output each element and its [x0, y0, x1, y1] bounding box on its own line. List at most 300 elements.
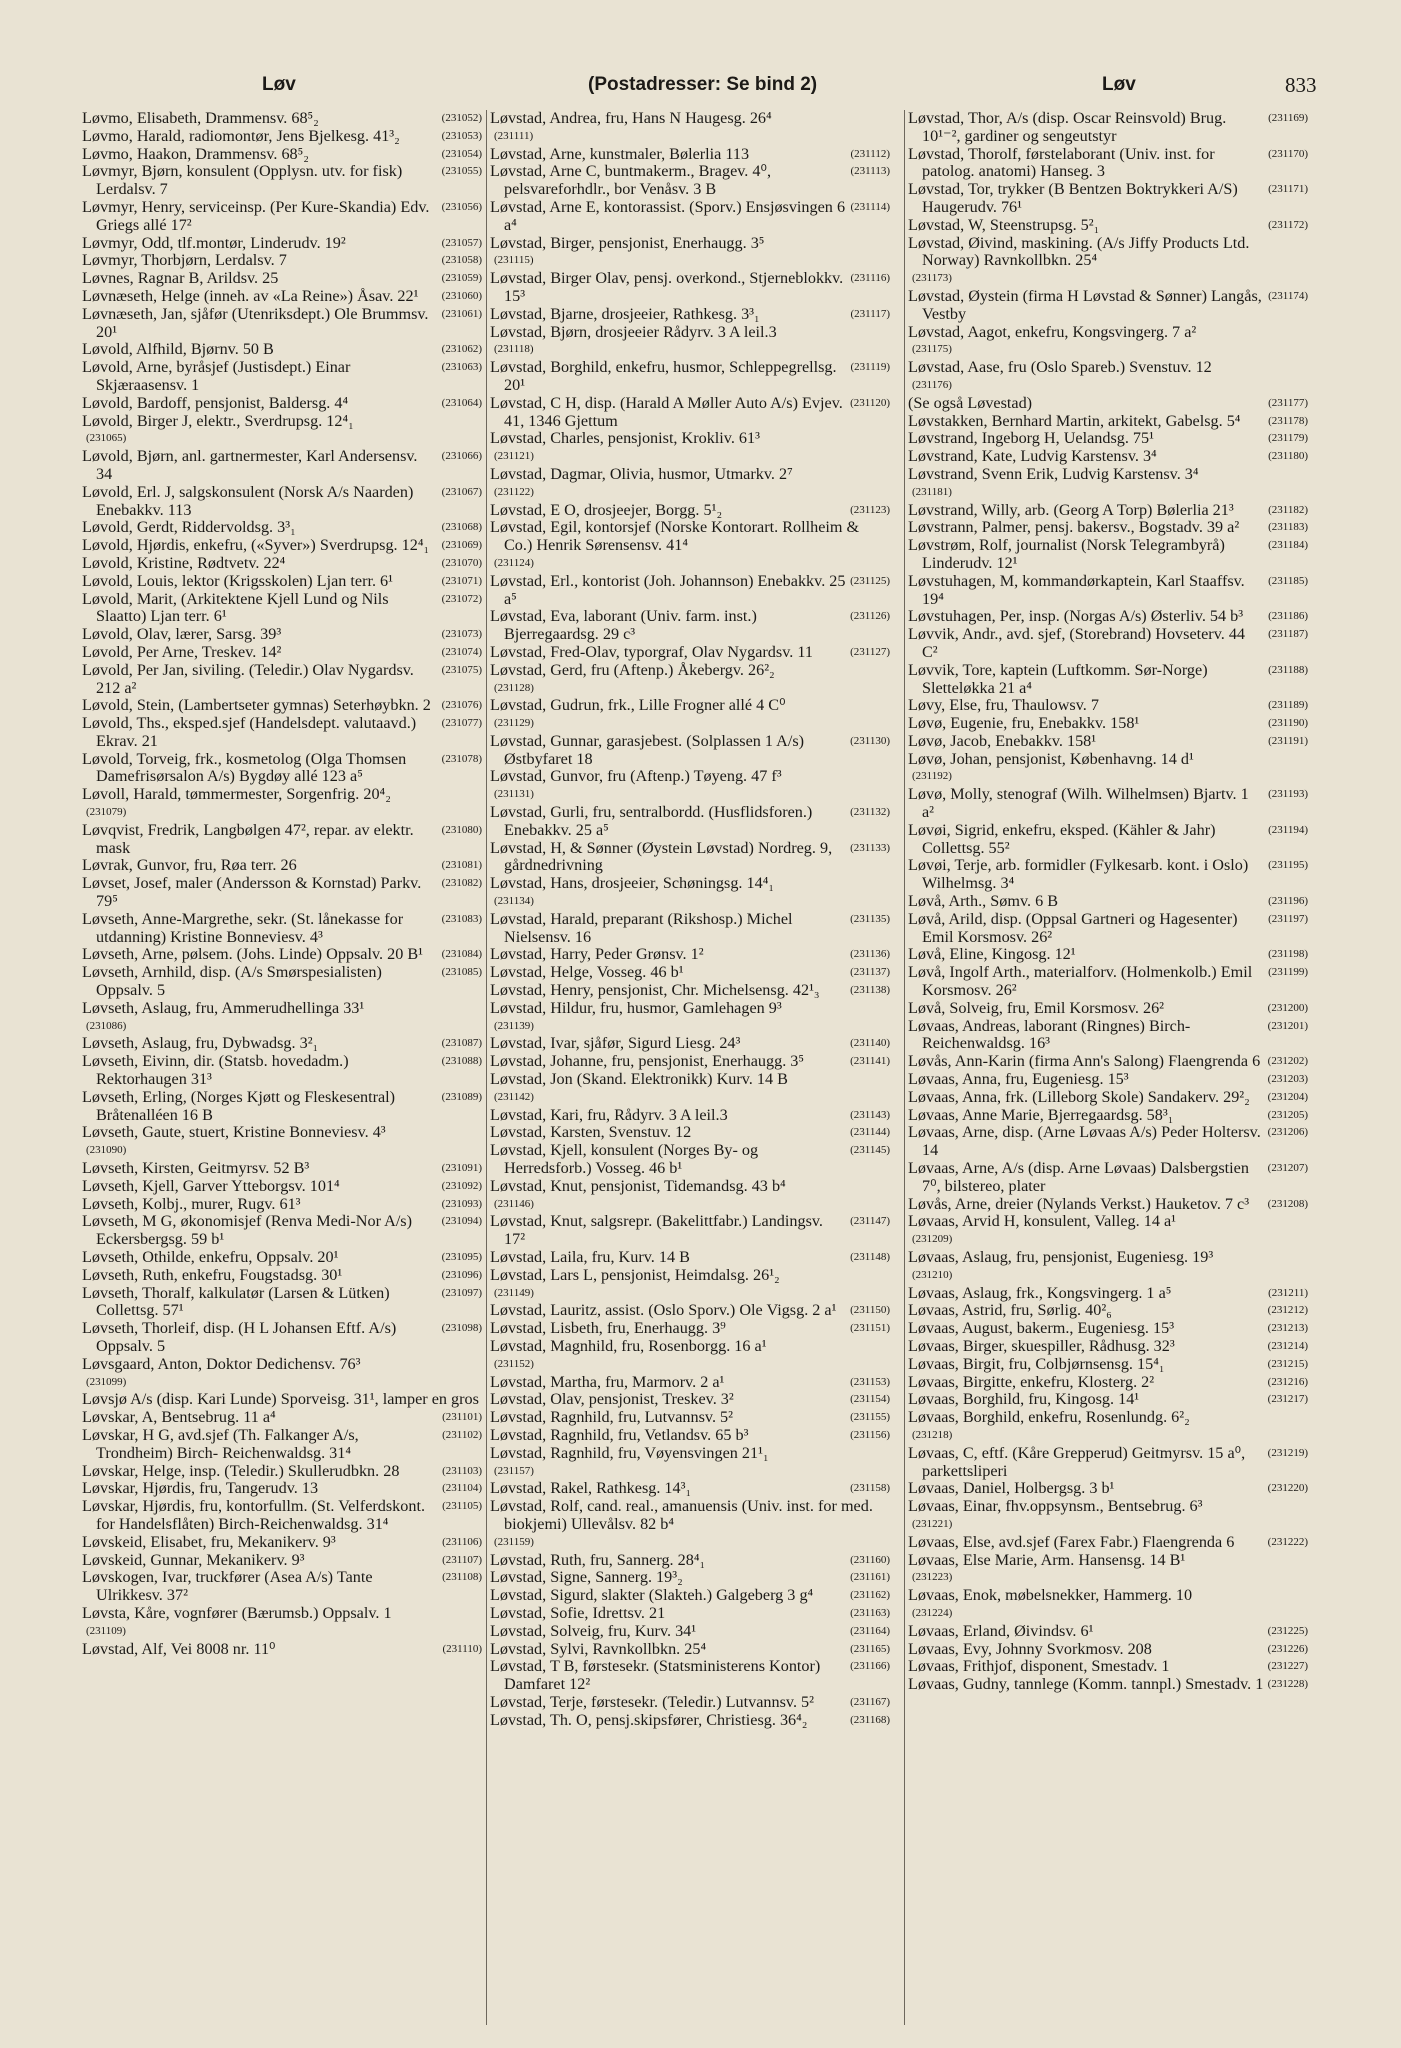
phone-number: (231203): [1267, 1073, 1308, 1086]
listing-text: Løvaas, Andreas, laborant (Ringnes) Birch-Reichenwaldsg. 16³: [908, 1016, 1191, 1053]
listing-text: Løvaas, Else Marie, Arm. Hansensg. 14 B¹: [908, 1550, 1186, 1569]
listing-entry: [82, 1427, 482, 1463]
phone-number: (231070): [441, 556, 482, 569]
listing-entry: [490, 235, 890, 271]
phone-number: (231163): [850, 1606, 890, 1619]
phone-number: (231185): [1268, 574, 1308, 587]
phone-number: (231062): [441, 343, 482, 356]
phone-number: (231096): [441, 1268, 482, 1281]
listing-entry: [82, 786, 482, 822]
phone-number: (231151): [850, 1322, 890, 1335]
phone-number: (231193): [1268, 788, 1308, 801]
phone-number: (231143): [850, 1108, 890, 1121]
listing-text: Løvmyr, Henry, serviceinsp. (Per Kure-Skandia) Edv. Griegs allé 17²: [82, 197, 430, 234]
listing-entry: [490, 1142, 890, 1178]
listing-entry: [82, 1267, 482, 1285]
listing-text: Løvstad, Gudrun, frk., Lille Frogner allé 4 C⁰: [490, 696, 786, 715]
phone-number: (231197): [1268, 912, 1308, 925]
phone-number: (231205): [1267, 1108, 1308, 1121]
listing-text: Løvå, Arth., Sømv. 6 B: [908, 892, 1059, 911]
listing-text: Løvskar, Helge, insp. (Teledir.) Skullerudbkn. 28: [82, 1461, 400, 1480]
listing-entry: [908, 1356, 1308, 1374]
phone-number: (231127): [850, 645, 890, 658]
listing-entry: [908, 235, 1308, 288]
listing-entry: [908, 946, 1308, 964]
listing-text: Løvaas, Arne, A/s (disp. Arne Løvaas) Dalsbergstien 7⁰, bilstereo, plater: [908, 1159, 1249, 1195]
listing-text: Løvstad, Charles, pensjonist, Krokliv. 61³: [490, 429, 760, 448]
listing-entry: [82, 822, 482, 858]
listing-text: Løvseth, Gaute, stuert, Kristine Bonneviesv. 4³: [82, 1123, 386, 1142]
phone-number: (231079): [86, 806, 127, 819]
phone-number: (231056): [441, 200, 482, 213]
phone-number: (231077): [441, 717, 482, 730]
listing-entry: [908, 733, 1308, 751]
phone-number: (231063): [441, 361, 482, 374]
listing-entry: [908, 1071, 1308, 1089]
phone-number: (231167): [850, 1695, 890, 1708]
listing-entry: [82, 128, 482, 146]
listing-entry: [490, 1053, 890, 1071]
phone-number: (231092): [441, 1179, 482, 1192]
phone-number: (231108): [442, 1571, 482, 1584]
phone-number: (231109): [86, 1624, 126, 1637]
listing-text: Løvaas, Gudny, tannlege (Komm. tannpl.) Smestadv. 1: [908, 1675, 1264, 1694]
phone-number: (231074): [441, 645, 482, 658]
listing-entry: [908, 502, 1308, 520]
phone-number: (231053): [441, 129, 482, 142]
header-right-keyword: Løv: [1102, 74, 1136, 95]
phone-number: (231132): [850, 806, 890, 819]
listing-entry: [82, 857, 482, 875]
listing-text: Løvstad, Borghild, enkefru, husmor, Schleppegrellsg. 20¹: [490, 358, 837, 394]
phone-number: (231144): [850, 1126, 890, 1139]
listing-text: Løvnæseth, Jan, sjåfør (Utenriksdept.) Ole Brummsv. 20¹: [82, 304, 429, 341]
phone-number: (231186): [1268, 610, 1308, 623]
listing-text: Løvås, Arne, dreier (Nylands Verkst.) Hauketov. 7 c³: [908, 1194, 1250, 1213]
phone-number: (231224): [912, 1606, 953, 1619]
phone-number: (231199): [1268, 966, 1308, 979]
listing-entry: [490, 146, 890, 164]
phone-number: (231088): [441, 1055, 482, 1068]
listing-entry: [908, 1552, 1308, 1588]
listing-text: Løvaas, Arvid H, konsulent, Valleg. 14 a¹: [908, 1212, 1177, 1231]
phone-number: (231066): [441, 450, 482, 463]
phone-number: (231161): [850, 1571, 890, 1584]
listing-entry: [908, 1302, 1308, 1320]
listing-text: Løvstad, Bjarne, drosjeeier, Rathkesg. 3³₁: [490, 304, 760, 323]
listing-entry: [490, 163, 890, 199]
listing-text: Løvold, Olav, lærer, Sarsg. 39³: [82, 625, 282, 644]
phone-number: (231209): [912, 1233, 953, 1246]
listing-text: Løvaas, Daniel, Holbergsg. 3 b¹: [908, 1479, 1115, 1498]
listing-entry: [490, 1658, 890, 1694]
listing-entry: [908, 1018, 1308, 1054]
listing-entry: [490, 1587, 890, 1605]
listing-entry: [82, 1035, 482, 1053]
listing-text: Løvaas, Erland, Øivindsv. 6¹: [908, 1621, 1094, 1640]
listing-entry: [908, 466, 1308, 502]
listing-text: Løvstad, Egil, kontorsjef (Norske Kontorart. Rollheim & Co.) Henrik Sørensensv. 41⁴: [490, 518, 860, 555]
listing-text: Løvstad, Olav, pensjonist, Treskev. 3²: [490, 1390, 734, 1409]
listing-text: Løvstad, C H, disp. (Harald A Møller Auto A/s) Evjev. 41, 1346 Gjettum: [490, 393, 843, 430]
listing-entry: [908, 1587, 1308, 1623]
listing-entry: [490, 395, 890, 431]
listing-text: Løvstad, Solveig, fru, Kurv. 34¹: [490, 1621, 697, 1640]
listing-text: Løvaas, Else, avd.sjef (Farex Fabr.) Flaengrenda 6: [908, 1532, 1235, 1551]
listing-entry: [82, 875, 482, 911]
phone-number: (231170): [1268, 147, 1308, 160]
phone-number: (231080): [441, 823, 482, 836]
phone-number: (231145): [850, 1144, 890, 1157]
listing-entry: [908, 911, 1308, 947]
phone-number: (231102): [442, 1428, 482, 1441]
listing-text: Løvstad, Øivind, maskining. (A/s Jiffy Products Ltd. Norway) Ravnkollbkn. 25⁴: [908, 233, 1250, 270]
listing-entry: [908, 1160, 1308, 1196]
listing-entry: [82, 1552, 482, 1570]
listing-text: Løvstad, Knut, pensjonist, Tidemandsg. 43 b⁴: [490, 1176, 786, 1195]
listing-entry: [82, 573, 482, 591]
phone-number: (231139): [494, 1019, 534, 1032]
listing-text: Løvå, Arild, disp. (Oppsal Gartneri og Hagesenter) Emil Korsmosv. 26²: [908, 909, 1238, 946]
listing-text: Løvøi, Terje, arb. formidler (Fylkesarb. kont. i Oslo) Wilhelmsg. 3⁴: [908, 856, 1249, 893]
phone-number: (231179): [1268, 432, 1308, 445]
listing-entry: [908, 217, 1308, 235]
listing-entry: [908, 893, 1308, 911]
listing-entry: [82, 1249, 482, 1267]
phone-number: (231101): [442, 1411, 482, 1424]
listing-entry: [908, 1124, 1308, 1160]
phone-number: (231220): [1267, 1482, 1308, 1495]
phone-number: (231155): [850, 1411, 890, 1424]
phone-number: (231131): [494, 788, 534, 801]
listing-entry: [82, 413, 482, 449]
column-divider: [904, 110, 905, 2025]
listing-text: Løvstad, Knut, salgsrepr. (Bakelittfabr.) Landingsv. 17²: [490, 1212, 823, 1249]
phone-number: (231177): [1268, 396, 1308, 409]
listing-text: Løvaas, Borghild, enkefru, Rosenlundg. 6²₂: [908, 1408, 1190, 1427]
phone-number: (231162): [850, 1589, 890, 1602]
listing-text: Løvmyr, Thorbjørn, Lerdalsv. 7: [82, 251, 287, 270]
listing-entry: [908, 1285, 1308, 1303]
listing-entry: [908, 110, 1308, 146]
listing-entry: [82, 1089, 482, 1125]
listing-text: Løvstad, Arne C, buntmakerm., Bragev. 4⁰, pelsvareforhdlr., bor Venåsv. 3 B: [490, 162, 772, 199]
phone-number: (231210): [912, 1268, 953, 1281]
listing-entry: [490, 1641, 890, 1659]
listing-text: Løvstad, W, Steenstrupsg. 5²₁: [908, 215, 1100, 234]
phone-number: (231198): [1268, 948, 1308, 961]
phone-number: (231133): [850, 841, 890, 854]
listing-text: Løvstad, Erl., kontorist (Joh. Johannson) Enebakkv. 25 a⁵: [490, 571, 846, 608]
phone-number: (231071): [441, 574, 482, 587]
listing-text: Løvstad, Harry, Peder Grønsv. 1²: [490, 945, 704, 964]
listing-text: Løvstad, Th. O, pensj.skipsfører, Christiesg. 36⁴₂: [490, 1710, 808, 1729]
listing-entry: [490, 1605, 890, 1623]
phone-number: (231211): [1268, 1286, 1308, 1299]
phone-number: (231086): [86, 1019, 127, 1032]
listing-text: Løvseth, Thoralf, kalkulatør (Larsen & Lütken) Collettsg. 57¹: [82, 1283, 390, 1320]
listing-entry: [82, 964, 482, 1000]
listing-entry: [490, 1569, 890, 1587]
phone-number: (231118): [494, 343, 534, 356]
listing-entry: [908, 964, 1308, 1000]
phone-number: (231130): [850, 734, 890, 747]
listing-entry: [490, 1338, 890, 1374]
phone-number: (231081): [441, 859, 482, 872]
listing-entry: [490, 875, 890, 911]
listing-text: Løvstad, Dagmar, Olivia, husmor, Utmarkv. 2⁷: [490, 464, 793, 483]
listing-text: Løvaas, Borghild, fru, Kingosg. 14¹: [908, 1390, 1140, 1409]
listing-text: Løvstad, Gunvor, fru (Aftenp.) Tøyeng. 47 f³: [490, 767, 782, 786]
phone-number: (231060): [441, 289, 482, 302]
listing-entry: [908, 1338, 1308, 1356]
listing-entry: [82, 1124, 482, 1160]
phone-number: (231174): [1268, 289, 1308, 302]
phone-number: (231166): [850, 1660, 890, 1673]
listing-text: Løvstad, Sylvi, Ravnkollbkn. 25⁴: [490, 1639, 707, 1658]
listing-entry: [908, 181, 1308, 217]
listing-text: Løvø, Johan, pensjonist, Københavng. 14 d¹: [908, 749, 1194, 768]
listing-entry: [490, 964, 890, 982]
phone-number: (231135): [850, 912, 890, 925]
phone-number: (231164): [850, 1624, 890, 1637]
phone-number: (231214): [1267, 1339, 1308, 1352]
phone-number: (231208): [1267, 1197, 1308, 1210]
listing-text: Løvseth, Kirsten, Geitmyrsv. 52 B³: [82, 1159, 310, 1178]
listing-text: Løvaas, Enok, møbelsnekker, Hammerg. 10: [908, 1586, 1193, 1605]
phone-number: (231117): [850, 307, 890, 320]
phone-number: (231207): [1267, 1162, 1308, 1175]
listing-text: Løvold, Marit, (Arkitektene Kjell Lund og Nils Slaatto) Ljan terr. 6¹: [82, 589, 389, 626]
phone-number: (231156): [850, 1428, 890, 1441]
phone-number: (231202): [1267, 1055, 1308, 1068]
listing-entry: [490, 324, 890, 360]
listing-text: Løvold, Arne, byråsjef (Justisdept.) Einar Skjæraasensv. 1: [82, 358, 351, 394]
listing-entry: [908, 1409, 1308, 1445]
listing-entry: [908, 1107, 1308, 1125]
phone-number: (231215): [1267, 1357, 1308, 1370]
phone-number: (231160): [850, 1553, 890, 1566]
listing-text: Løvå, Solveig, fru, Emil Korsmosv. 26²: [908, 998, 1165, 1017]
listing-text: Løvstad, Harald, preparant (Rikshosp.) Michel Nielsensv. 16: [490, 909, 793, 946]
listing-columns: [82, 110, 1322, 2030]
phone-number: (231110): [442, 1642, 482, 1655]
listing-text: Løvstad, Arne E, kontorassist. (Sporv.) Ensjøsvingen 6 a⁴: [490, 197, 846, 234]
listing-text: Løvmo, Elisabeth, Drammensv. 68⁵₂: [82, 110, 319, 127]
listing-text: Løvstad, Aase, fru (Oslo Spareb.) Svenstuv. 12: [908, 358, 1212, 377]
phone-number: (231169): [1268, 112, 1308, 124]
listing-entry: [490, 1427, 890, 1445]
listing-entry: [490, 1712, 890, 1730]
listing-entry: [82, 1160, 482, 1178]
listing-entry: [490, 199, 890, 235]
listing-entry: [490, 911, 890, 947]
listing-text: Løvmo, Haakon, Drammensv. 68⁵₂: [82, 144, 309, 163]
phone-number: (231125): [850, 574, 890, 587]
listing-text: Løvstad, Terje, førstesekr. (Teledir.) Lutvannsv. 5²: [490, 1692, 814, 1711]
phone-number: (231078): [441, 752, 482, 765]
listing-text: Løvstad, Birger Olav, pensj. overkond., Stjerneblokkv. 15³: [490, 269, 844, 305]
listing-entry: [82, 146, 482, 164]
listing-entry: [490, 1107, 890, 1125]
phone-number: (231120): [850, 396, 890, 409]
listing-entry: [82, 644, 482, 662]
listing-entry: [82, 1534, 482, 1552]
phone-number: (231075): [441, 663, 482, 676]
phone-number: (231152): [494, 1357, 534, 1370]
listing-entry: [490, 1498, 890, 1551]
phone-number: (231114): [850, 200, 890, 213]
listing-text: Løvstad, E O, drosjeejer, Borgg. 5¹₂: [490, 500, 723, 519]
listing-column-3: [908, 110, 1308, 2025]
listing-entry: [82, 1605, 482, 1641]
listing-text: Løvstad, Thor, A/s (disp. Oscar Reinsvold) Brug. 10¹⁻², gardiner og sengeutstyr: [908, 110, 1227, 145]
phone-number: (231201): [1267, 1019, 1308, 1032]
listing-entry: [82, 537, 482, 555]
listing-text: Løvstad, Lisbeth, fru, Enerhaugg. 3⁹: [490, 1319, 726, 1338]
phone-number: (231069): [441, 539, 482, 552]
listing-entry: [82, 1641, 482, 1659]
phone-number: (231227): [1267, 1660, 1308, 1673]
listing-text: Løvstad, Øystein (firma H Løvstad & Sønner) Langås, Vestby: [908, 286, 1262, 323]
listing-entry: [908, 1249, 1308, 1285]
listing-text: Løvold, Bardoff, pensjonist, Baldersg. 4⁴: [82, 393, 349, 412]
listing-entry: [490, 466, 890, 502]
listing-text: Løvold, Bjørn, anl. gartnermester, Karl Andersensv. 34: [82, 447, 418, 483]
listing-text: Løvstrand, Kate, Ludvig Karstensv. 3⁴: [908, 447, 1157, 466]
phone-number: (231057): [441, 236, 482, 249]
listing-entry: [82, 1213, 482, 1249]
listing-entry: [82, 946, 482, 964]
listing-entry: [908, 822, 1308, 858]
listing-entry: [490, 946, 890, 964]
listing-entry: [82, 110, 482, 128]
phone-number: (231213): [1267, 1322, 1308, 1335]
listing-entry: [908, 1053, 1308, 1071]
phone-number: (231147): [850, 1215, 890, 1228]
listing-text: Løvmyr, Odd, tlf.montør, Linderudv. 19²: [82, 233, 346, 252]
listing-entry: [908, 1658, 1308, 1676]
listing-entry: [908, 751, 1308, 787]
listing-text: Løvstrand, Willy, arb. (Georg A Torp) Bølerlia 21³: [908, 500, 1234, 519]
phone-number: (231098): [441, 1322, 482, 1335]
phone-number: (231212): [1267, 1304, 1308, 1317]
listing-text: Løvold, Gerdt, Riddervoldsg. 3³₁: [82, 518, 296, 537]
listing-entry: [490, 1124, 890, 1142]
listing-text: Løvøi, Sigrid, enkefru, eksped. (Kähler & Jahr) Collettsg. 55²: [908, 820, 1216, 857]
listing-text: Løvø, Eugenie, fru, Enebakkv. 158¹: [908, 714, 1140, 733]
listing-text: Løvstad, Ivar, sjåfør, Sigurd Liesg. 24³: [490, 1034, 741, 1053]
column-divider: [486, 110, 487, 2025]
listing-text: Løvaas, Anne Marie, Bjerregaardsg. 58³₁: [908, 1105, 1174, 1124]
phone-number: (231206): [1267, 1126, 1308, 1139]
listing-text: Løvqvist, Fredrik, Langbølgen 47², repar. av elektr. mask: [82, 820, 414, 857]
listing-text: Løvå, Eline, Kingosg. 12¹: [908, 945, 1076, 964]
phone-number: (231194): [1268, 823, 1308, 836]
listing-text: Løvstad, Thorolf, førstelaborant (Univ. inst. for patolog. anatomi) Hanseg. 3: [908, 144, 1215, 181]
phone-number: (231153): [850, 1375, 890, 1388]
phone-number: (231073): [441, 628, 482, 641]
listing-entry: [490, 270, 890, 306]
listing-entry: [908, 1498, 1308, 1534]
listing-entry: [908, 715, 1308, 733]
phone-number: (231076): [441, 699, 482, 712]
listing-text: Løvskogen, Ivar, truckfører (Asea A/s) Tante Ulrikkesv. 37²: [82, 1568, 373, 1605]
phone-number: (231058): [441, 254, 482, 267]
listing-text: Løvaas, Anna, fru, Eugeniesg. 15³: [908, 1070, 1129, 1089]
listing-entry: [82, 1196, 482, 1214]
listing-entry: [82, 519, 482, 537]
listing-text: Løvstad, Gerd, fru (Aftenp.) Åkebergv. 26²₂: [490, 660, 775, 679]
listing-text: Løvstad, Laila, fru, Kurv. 14 B: [490, 1248, 690, 1266]
listing-entry: [82, 1053, 482, 1089]
listing-entry: [82, 448, 482, 484]
phone-number: (231180): [1268, 450, 1308, 463]
listing-entry: [490, 1302, 890, 1320]
listing-text: Løvaas, Arne, disp. (Arne Løvaas A/s) Peder Holtersv. 14: [908, 1123, 1261, 1160]
phone-number: (231182): [1268, 503, 1308, 516]
phone-number: (231223): [912, 1571, 953, 1584]
listing-entry: [82, 395, 482, 413]
listing-entry: [82, 1409, 482, 1427]
listing-text: Løvstad, Kari, fru, Rådyrv. 3 A leil.3: [490, 1105, 728, 1124]
listing-text: Løvstad, Alf, Vei 8008 nr. 11⁰: [82, 1639, 276, 1658]
phone-number: (231091): [441, 1162, 482, 1175]
phone-number: (231105): [442, 1500, 482, 1513]
phone-number: (231172): [1268, 218, 1308, 231]
listing-entry: [82, 1480, 482, 1498]
listing-text: Løvø, Jacob, Enebakkv. 158¹: [908, 731, 1097, 750]
listing-text: Løvold, Per Jan, siviling. (Teledir.) Olav Nygardsv. 212 a²: [82, 660, 414, 697]
phone-number: (231184): [1268, 539, 1308, 552]
listing-entry: [490, 430, 890, 466]
listing-text: Løvmo, Harald, radiomontør, Jens Bjelkesg. 41³₂: [82, 126, 400, 145]
phone-number: (231158): [850, 1482, 890, 1495]
listing-text: Løvås, Ann-Karin (firma Ann's Salong) Flaengrenda 6: [908, 1052, 1261, 1071]
listing-entry: [490, 1178, 890, 1214]
listing-column-1: [82, 110, 482, 2025]
listing-text: Løvstrand, Ingeborg H, Uelandsg. 75¹: [908, 429, 1154, 448]
listing-entry: [908, 1320, 1308, 1338]
phone-number: (231083): [441, 912, 482, 925]
listing-text: Løvold, Erl. J, salgskonsulent (Norsk A/s Naarden) Enebakkv. 113: [82, 482, 414, 519]
header-left-keyword: Løv: [262, 74, 296, 95]
listing-entry: [82, 715, 482, 751]
listing-entry: [82, 1356, 482, 1392]
listing-text: Løvseth, Kolbj., murer, Rugv. 61³: [82, 1194, 301, 1213]
listing-text: Løvstad, Helge, Vosseg. 46 b¹: [490, 963, 684, 982]
listing-entry: [490, 662, 890, 698]
listing-entry: [82, 626, 482, 644]
listing-text: Løvseth, Kjell, Garver Ytteborgsv. 101⁴: [82, 1176, 340, 1195]
listing-entry: [82, 270, 482, 288]
listing-text: Løvstakken, Bernhard Martin, arkitekt, Gabelsg. 5⁴: [908, 411, 1241, 430]
listing-entry: [490, 1480, 890, 1498]
phone-number: (231195): [1268, 859, 1308, 872]
listing-text: Løvstuhagen, Per, insp. (Norgas A/s) Østerliv. 54 b³: [908, 607, 1244, 626]
listing-entry: [908, 448, 1308, 466]
listing-text: Løvstad, Sigurd, slakter (Slakteh.) Galgeberg 3 g⁴: [490, 1586, 814, 1605]
listing-entry: [490, 1623, 890, 1641]
listing-text: Løvseth, Arnhild, disp. (A/s Smørspesialisten) Oppsalv. 5: [82, 963, 382, 1000]
listing-entry: [908, 1196, 1308, 1214]
phone-number: (231221): [912, 1517, 953, 1530]
listing-entry: [82, 1569, 482, 1605]
phone-number: (231068): [441, 521, 482, 534]
phone-number: (231072): [441, 592, 482, 605]
phone-number: (231067): [441, 485, 482, 498]
phone-number: (231192): [912, 770, 952, 783]
